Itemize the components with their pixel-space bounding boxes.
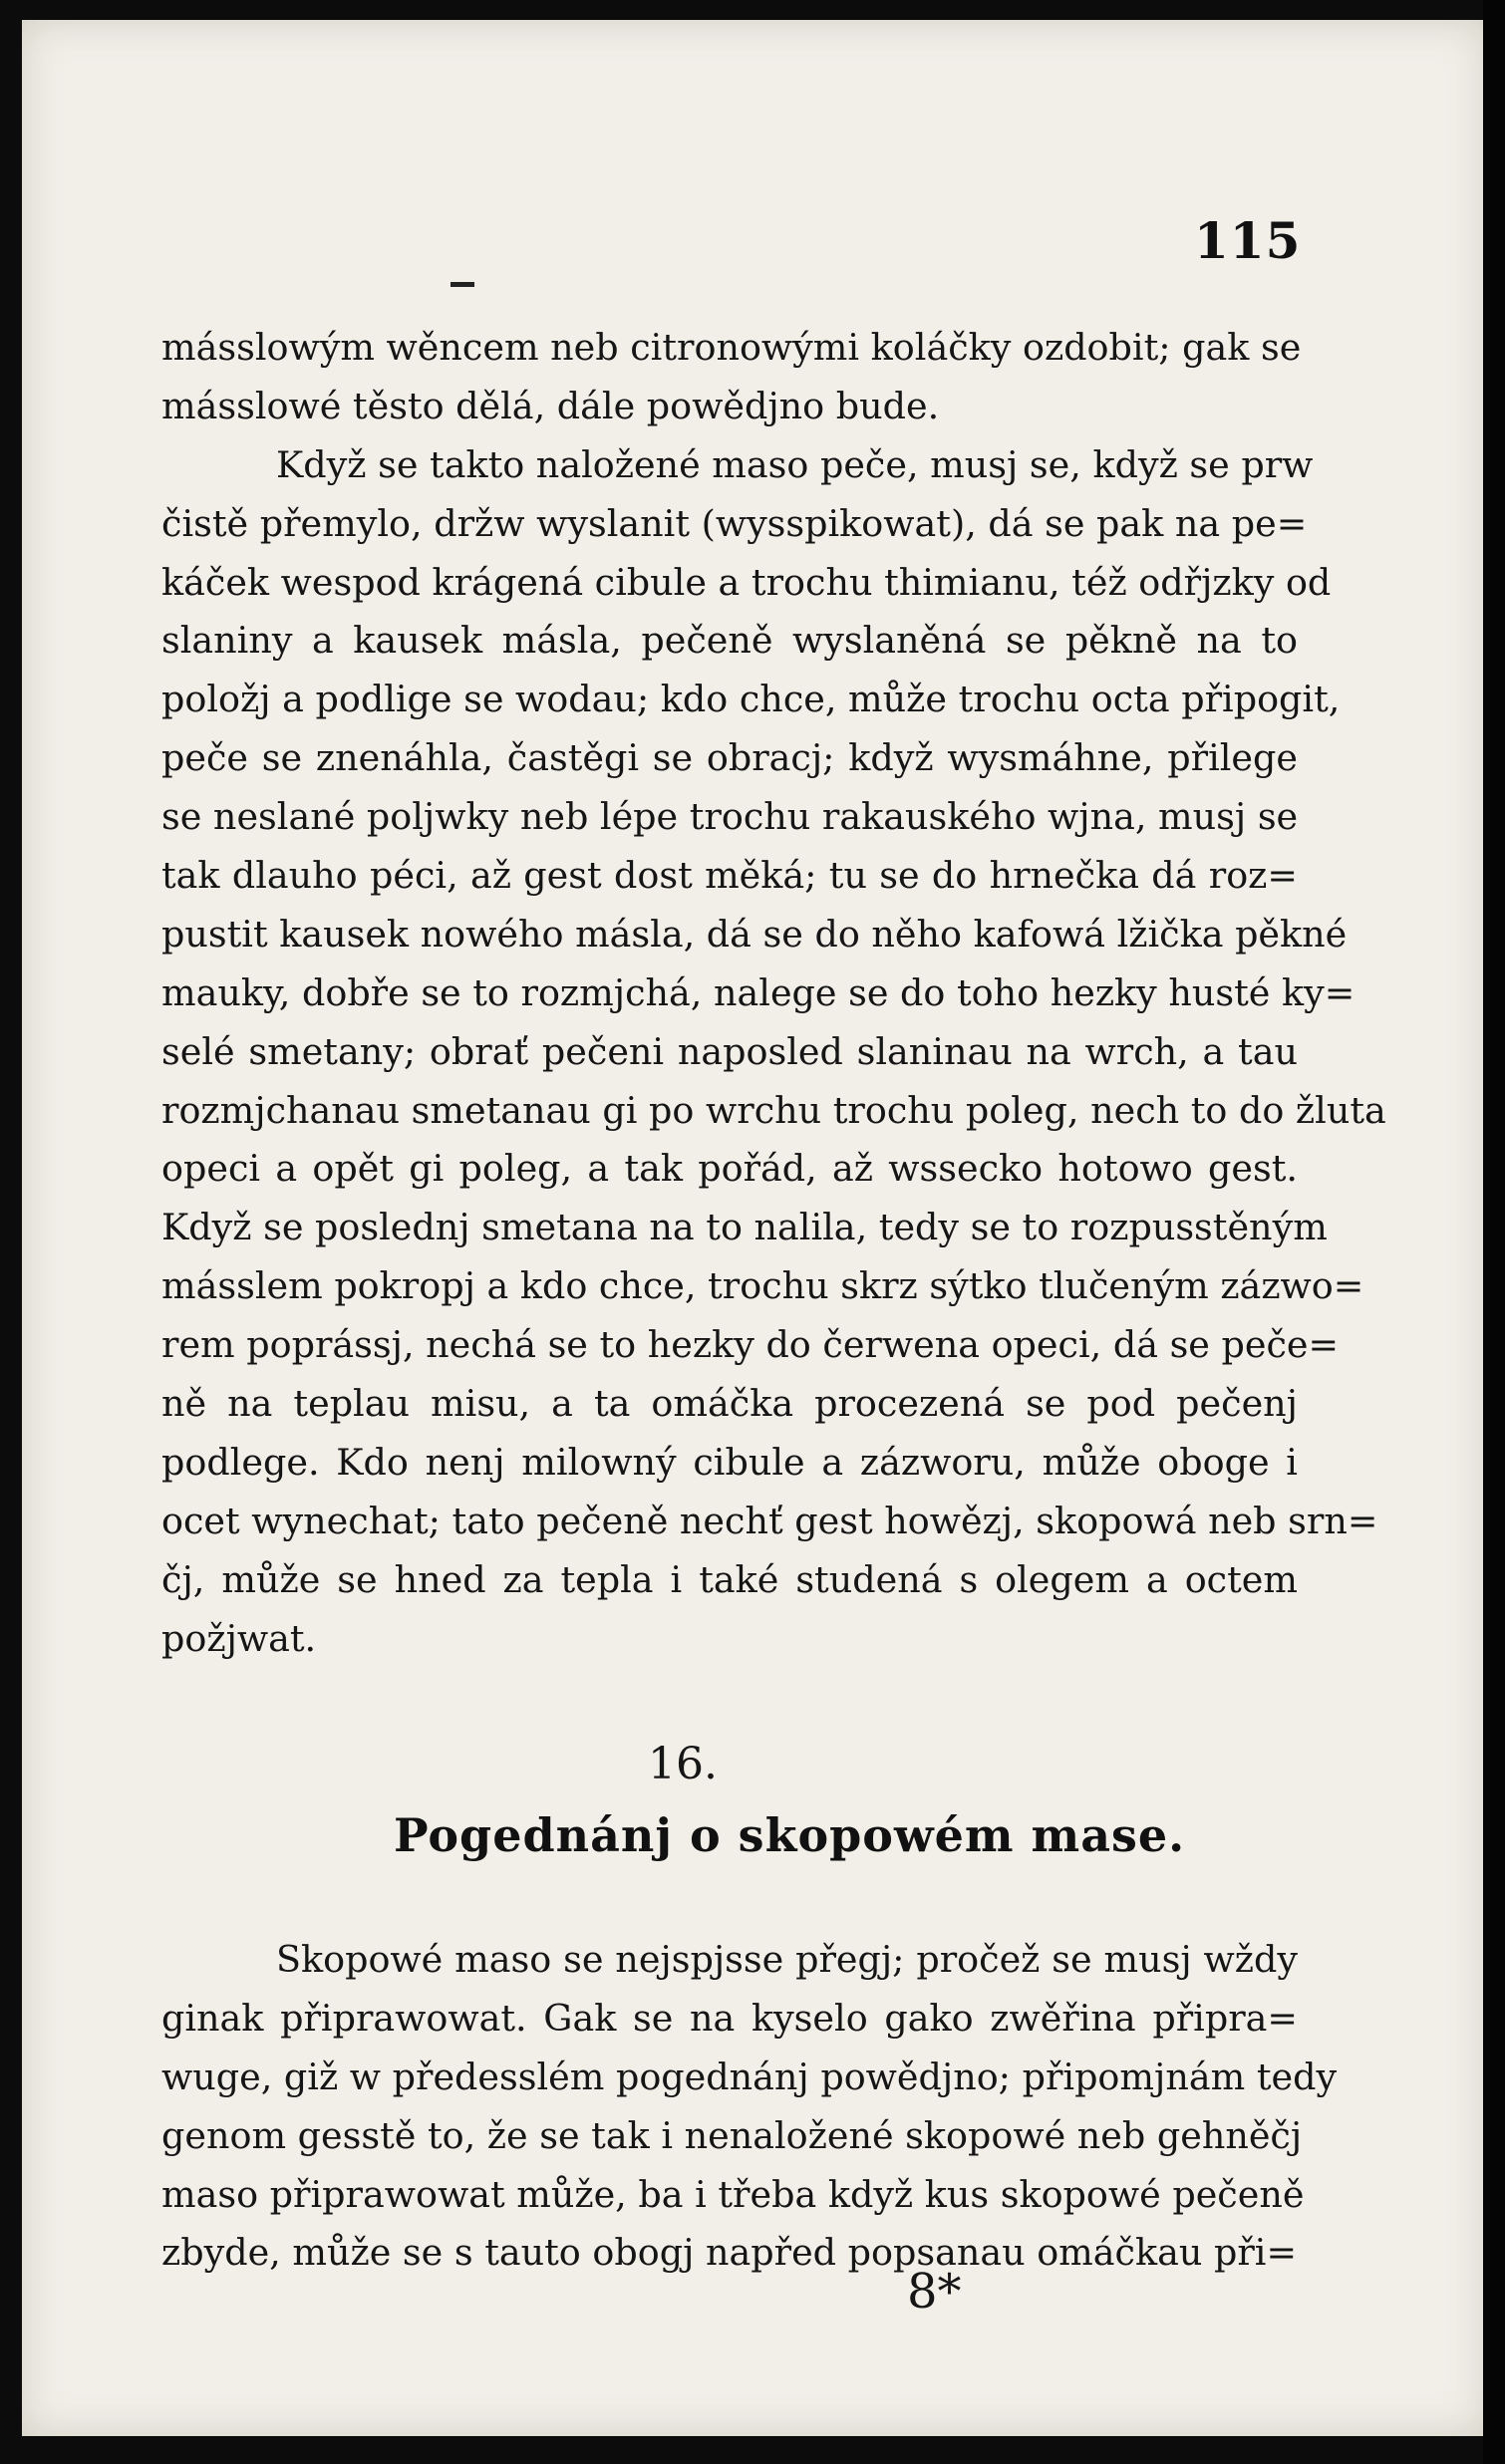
text-line: položj a podlige se wodau; kdo chce, může trochu octa připogit, (161, 678, 1341, 721)
text-line: tak dlauho péci, až gest dost měká; tu se do hrnečka dá roz= (161, 854, 1298, 898)
decorative-dash (451, 282, 474, 287)
text-line: genom gesstě to, že se tak i nenaložené skopowé neb gehněčj (161, 2113, 1303, 2157)
text-line: káček wespod krágená cibule a trochu thimianu, též odřjzky od (161, 560, 1332, 604)
text-line: požjwat. (161, 1616, 317, 1660)
text-line: másslowé těsto dělá, dále powědjno bude. (161, 384, 940, 427)
text-line: Když se takto naložené maso peče, musj se, když se prw (276, 442, 1314, 486)
text-line: másslem pokropj a kdo chce, trochu skrz sýtko tlučeným zázwo= (161, 1264, 1364, 1308)
text-line: slaniny a kausek másla, pečeně wyslaněná se pěkně na to (161, 619, 1298, 663)
text-line: se neslané poljwky neb lépe trochu rakauského wjna, musj se (161, 795, 1299, 839)
text-line: pustit kausek nowého másla, dá se do něho kafowá lžička pěkné (161, 912, 1348, 956)
section-number: 16. (648, 1739, 718, 1789)
text-line: Když se poslednj smetana na to nalila, tedy se to rozpusstěným (161, 1206, 1328, 1249)
text-line: wuge, giž w předesslém pogednánj powědjno; připomjnám tedy (161, 2054, 1338, 2098)
paragraph-1 (161, 319, 1386, 1668)
paragraph-2 (161, 1931, 1338, 2283)
text-line: čj, může se hned za tepla i také studená s olegem a octem (161, 1557, 1298, 1601)
text-line: rozmjchanau smetanau gi po wrchu trochu poleg, nech to do žluta (161, 1088, 1386, 1132)
text-line: mauky, dobře se to rozmjchá, nalege se do toho hezky husté ky= (161, 970, 1355, 1014)
page-edge (1483, 0, 1505, 2464)
text-line: podlege. Kdo nenj milowný cibule a zázworu, může oboge i (161, 1440, 1298, 1484)
text-line: másslowým wěncem neb citronowými koláčky ozdobit; gak se (161, 326, 1302, 369)
text-line: rem poprássj, nechá se to hezky do čerwena opeci, dá se peče= (161, 1323, 1340, 1367)
text-line: peče se znenáhla, častěgi se obracj; když wysmáhne, přilege (161, 736, 1298, 780)
text-line: zbyde, může se s tauto obogj napřed popsanau omáčkau při= (161, 2231, 1298, 2275)
text-line: selé smetany; obrať pečeni naposled slaninau na wrch, a tau (161, 1029, 1298, 1073)
text-line: ně na teplau misu, a ta omáčka procezená se pod pečenj (161, 1382, 1298, 1426)
text-line: opeci a opět gi poleg, a tak pořád, až wssecko hotowo gest. (161, 1147, 1298, 1191)
text-line: maso připrawowat může, ba i třeba když kus skopowé pečeně (161, 2172, 1305, 2216)
text-line: Skopowé maso se nejspjsse přegj; pročež se musj wždy (276, 1938, 1298, 1981)
text-line: ocet wynechat; tato pečeně nechť gest howězj, skopowá neb srn= (161, 1499, 1378, 1542)
text-line: ginak připrawowat. Gak se na kyselo gako zwěřina připra= (161, 1996, 1298, 2040)
printer-signature: 8* (907, 2264, 962, 2320)
section-title: Pogednánj o skopowém mase. (394, 1808, 1186, 1862)
page-number: 115 (1194, 211, 1302, 270)
text-line: čistě přemylo, držw wyslanit (wysspikowat), dá se pak na pe= (161, 501, 1308, 545)
